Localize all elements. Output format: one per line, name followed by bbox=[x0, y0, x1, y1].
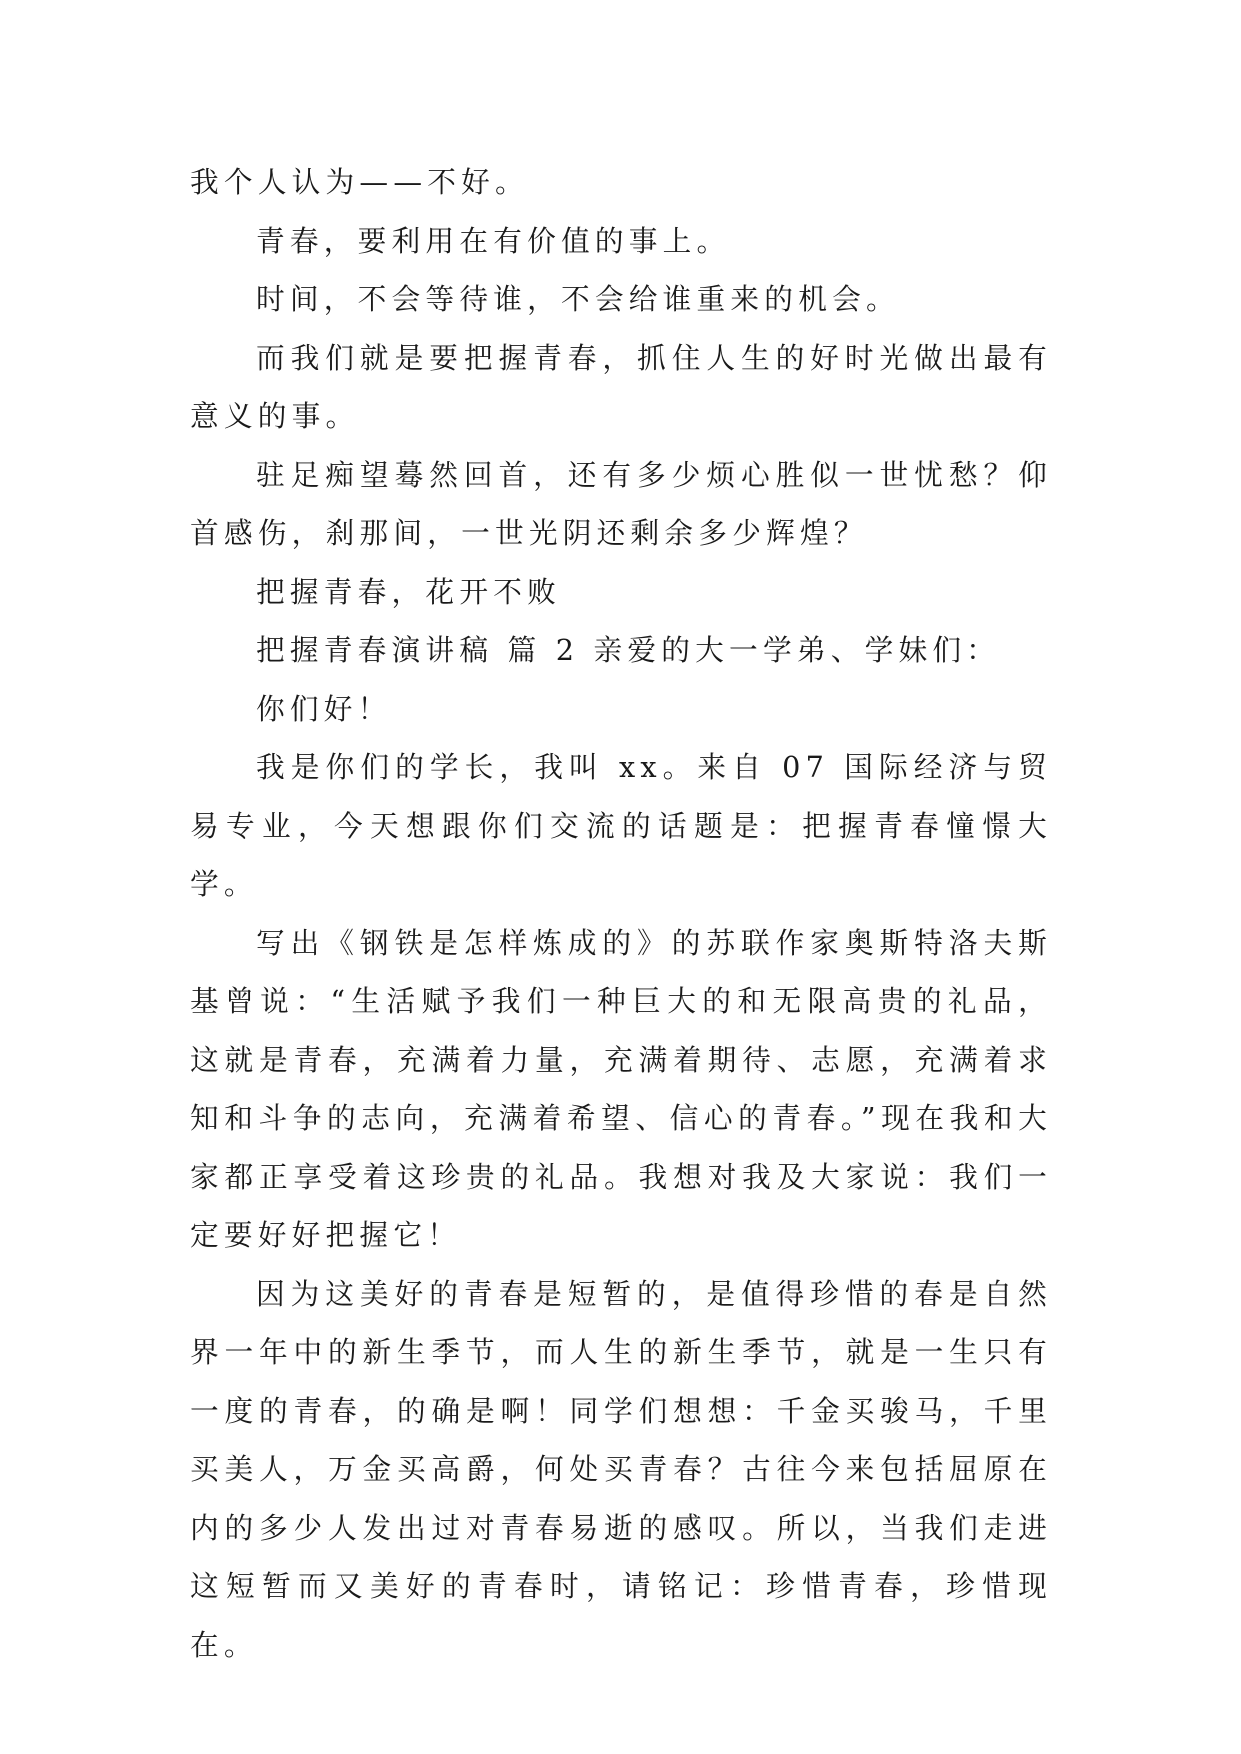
paragraph: 写出《钢铁是怎样炼成的》的苏联作家奥斯特洛夫斯基曾说：“生活赋予我们一种巨大的和无限高贵的礼品，这就是青春，充满着力量，充满着期待、志愿，充满着求知和斗争的志向，充满着希望、信心的青春。”现在我和大家都正享受着这珍贵的礼品。我想对我及大家说：我们一定要好好把握它！ bbox=[190, 925, 1052, 1252]
document-body bbox=[190, 153, 1052, 1674]
greeting: 你们好！ bbox=[256, 691, 392, 726]
paragraph: 青春，要利用在有价值的事上。 bbox=[256, 223, 731, 258]
paragraph: 我是你们的学长，我叫 xx。来自 07 国际经济与贸易专业，今天想跟你们交流的话题是：把握青春憧憬大学。 bbox=[190, 750, 1052, 901]
paragraph: 时间，不会等待谁，不会给谁重来的机会。 bbox=[256, 282, 900, 316]
paragraph: 把握青春，花开不败 bbox=[256, 574, 561, 609]
paragraph: 而我们就是要把握青春，抓住人生的好时光做出最有意义的事。 bbox=[190, 340, 1052, 433]
section-heading: 把握青春演讲稿 篇 2 亲爱的大一学弟、学妹们： bbox=[256, 633, 1001, 667]
paragraph: 驻足痴望蓦然回首，还有多少烦心胜似一世忧愁？仰首感伤，刹那间，一世光阴还剩余多少辉煌？ bbox=[190, 457, 1052, 550]
paragraph: 因为这美好的青春是短暂的，是值得珍惜的春是自然界一年中的新生季节，而人生的新生季节，就是一生只有一度的青春，的确是啊！同学们想想：千金买骏马，千里买美人，万金买高爵，何处买青春？古往今来包括屈原在内的多少人发出过对青春易逝的感叹。所以，当我们走进这短暂而又美好的青春时，请铭记：珍惜青春，珍惜现在。 bbox=[190, 1276, 1052, 1662]
paragraph: 我个人认为——不好。 bbox=[190, 165, 529, 199]
